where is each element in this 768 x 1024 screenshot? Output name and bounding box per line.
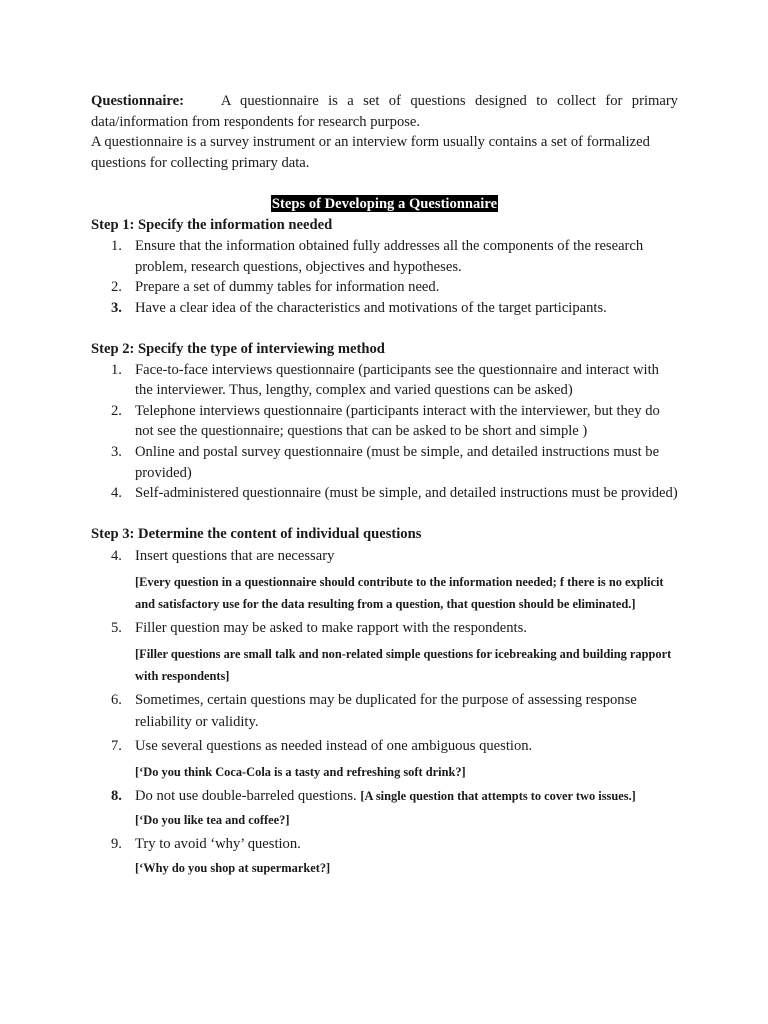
step3-item (91, 735, 678, 757)
step3-item-number: 8. (111, 787, 122, 804)
step1-item (91, 277, 678, 298)
intro-term: Questionnaire: (91, 93, 184, 109)
step3-item-number: 7. (111, 737, 122, 754)
step3-item-text: Insert questions that are necessary (135, 547, 335, 564)
step3-item-note: [‘Do you think Coca-Cola is a tasty and refreshing soft drink?] (135, 764, 466, 779)
intro-second-paragraph: A questionnaire is a survey instrument or an interview form usually contains a set of formalized questions for collecting primary data. (91, 134, 650, 171)
spacer (91, 318, 678, 339)
step2-item-text: Self-administered questionnaire (must be simple, and detailed instructions must be provided) (135, 485, 678, 502)
step2-item (91, 442, 678, 483)
step2-item-text: Online and postal survey questionnaire (must be simple, and detailed instructions must be provided) (135, 443, 660, 481)
step3-section (91, 524, 678, 879)
step2-item-number: 2. (111, 402, 122, 419)
step3-item-inline-note: [A single question that attempts to cover two issues.] (360, 788, 636, 803)
section-heading: Steps of Developing a Questionnaire (271, 196, 498, 213)
section-heading-wrap (91, 194, 678, 215)
step3-item-text: Filler question may be asked to make rapport with the respondents. (135, 619, 527, 636)
document-page (91, 91, 678, 879)
intro-definition: A questionnaire is a set of questions designed to collect for primary data/information from respondents for research purpose. (91, 93, 678, 130)
step1-title: Step 1: Specify the information needed (91, 217, 333, 234)
spacer (91, 504, 678, 525)
step1-item (91, 236, 678, 277)
step3-item-text: Do not use double-barreled questions. (135, 787, 357, 804)
intro-paragraph (91, 91, 678, 132)
step3-item-note: [Filler questions are small talk and non-related simple questions for icebreaking and building rapport with respondents] (135, 646, 672, 683)
step3-item (91, 833, 678, 855)
step1-item-text: Ensure that the information obtained fully addresses all the components of the research problem, research questions, objectives and hypotheses. (135, 237, 644, 275)
step3-item-note: [‘Why do you shop at supermarket?] (135, 860, 331, 875)
step2-item-text: Telephone interviews questionnaire (participants interact with the interviewer, but they do not see the questionnaire; questions that can be asked to be short and simple ) (135, 402, 660, 440)
step3-item-number: 9. (111, 835, 122, 852)
step3-item-note: [‘Do you like tea and coffee?] (135, 812, 290, 827)
step3-item-note: [Every question in a questionnaire should contribute to the information needed; f there is no explicit and satisfactory use for the data resulting from a question, that question should be eliminated.] (135, 574, 664, 611)
step2-item (91, 360, 678, 401)
step2-title: Step 2: Specify the type of interviewing method (91, 340, 385, 357)
step1-item (91, 298, 678, 319)
step1-item-number: 2. (111, 279, 122, 296)
step1-item-number: 1. (111, 237, 122, 254)
step3-item (91, 545, 678, 567)
step1-item-number: 3. (111, 299, 122, 316)
step2-item-number: 3. (111, 443, 122, 460)
step3-item (91, 785, 678, 807)
step3-item-text: Use several questions as needed instead of one ambiguous question. (135, 737, 533, 754)
step2-item (91, 401, 678, 442)
step3-item-text: Try to avoid ‘why’ question. (135, 835, 301, 852)
step2-item (91, 483, 678, 504)
step1-item-text: Prepare a set of dummy tables for information need. (135, 279, 440, 296)
step2-item-text: Face-to-face interviews questionnaire (participants see the questionnaire and interact with the interviewer. Thus, lengthy, complex and varied questions can be asked) (135, 361, 659, 399)
step1-item-text: Have a clear idea of the characteristics and motivations of the target participants. (135, 299, 607, 316)
step3-item-number: 6. (111, 691, 122, 708)
step3-item-text: Sometimes, certain questions may be duplicated for the purpose of assessing response reliability or validity. (135, 691, 637, 730)
step3-title: Step 3: Determine the content of individual questions (91, 526, 422, 543)
step3-item (91, 689, 678, 733)
step2-item-number: 4. (111, 485, 122, 502)
step2-item-number: 1. (111, 361, 122, 378)
step3-item-number: 5. (111, 619, 122, 636)
step3-item-number: 4. (111, 547, 122, 564)
step3-item (91, 617, 678, 639)
